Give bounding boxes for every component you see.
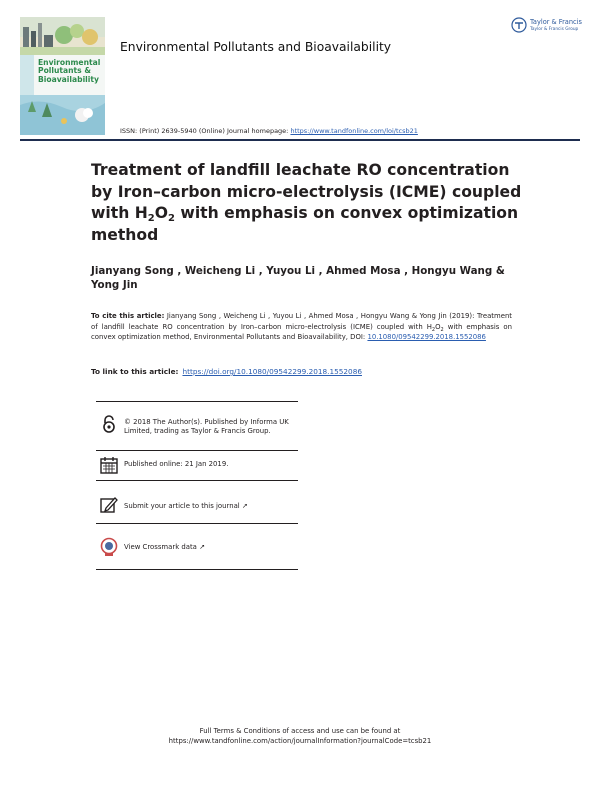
external-link-icon: ↗: [199, 543, 205, 551]
citation-label: To cite this article:: [91, 312, 165, 320]
info-divider: [96, 401, 298, 402]
info-divider: [96, 480, 298, 481]
published-date: Published online: 21 Jan 2019.: [124, 460, 229, 468]
license-text: © 2018 The Author(s). Published by Informa UK Limited, trading as Taylor & Francis Group.: [124, 418, 289, 435]
doi-link[interactable]: 10.1080/09542299.2018.1552086: [367, 333, 486, 342]
submit-article-icon[interactable]: [99, 495, 119, 515]
article-doi-url[interactable]: https://doi.org/10.1080/09542299.2018.1552086: [182, 367, 362, 376]
external-link-icon: ↗: [241, 502, 248, 510]
info-divider: [96, 450, 298, 451]
publisher-logo[interactable]: [511, 16, 587, 38]
link-label: To link to this article:: [91, 367, 179, 376]
cover-title: Environmental Pollutants & Bioavailability: [38, 58, 101, 84]
publisher-logo-icon: [511, 17, 527, 33]
info-divider: [96, 523, 298, 524]
footer-terms-url[interactable]: https://www.tandfonline.com/action/journalInformation?journalCode=tcsb21: [168, 737, 432, 746]
submit-article-link[interactable]: Submit your article to this journal ↗: [124, 502, 248, 510]
footer-line-1: Full Terms & Conditions of access and use can be found at: [199, 727, 401, 735]
citation-block: To cite this article: Jianyang Song , Weicheng Li , Yuyou Li , Ahmed Mosa , Hongyu Wang & Yong Jin (2019): Treatment of landfill leachate RO concentration by Iron–carbon micro-electrolysis (ICME) coupled with $H_2O_2$ with emphasis on convex optimization method, Environmental Pollutants and Bioavailability, DOI: 10.1080/09542299.2018.1552086: [91, 312, 513, 342]
issn-text: ISSN: (Print) 2639-5940 (Online) Journal homepage:: [120, 127, 289, 135]
header-divider: [20, 139, 580, 141]
article-authors: Jianyang Song , Weicheng Li , Yuyou Li , Ahmed Mosa , Hongyu Wang & Yong Jin: [91, 265, 505, 291]
journal-cover: [20, 17, 105, 135]
crossmark-icon[interactable]: [99, 537, 119, 557]
crossmark-link[interactable]: View Crossmark data ↗: [124, 543, 205, 551]
article-title: Treatment of landfill leachate RO concentration by Iron–carbon micro-electrolysis (ICME) coupled with $H_2O_2$ with emphasis on convex optimization method: [91, 161, 522, 244]
issn-line: [120, 127, 418, 135]
calendar-icon: [99, 455, 119, 475]
publisher-name: Taylor & Francis: [530, 18, 582, 26]
journal-homepage-link[interactable]: https://www.tandfonline.com/loi/tcsb21: [290, 127, 418, 135]
footer-terms: [0, 726, 600, 747]
open-access-icon: [99, 414, 119, 434]
journal-title: Environmental Pollutants and Bioavailability: [120, 40, 392, 54]
article-link-line: [91, 367, 362, 376]
info-divider: [96, 569, 298, 570]
publisher-subtitle: Taylor & Francis Group: [530, 27, 579, 32]
